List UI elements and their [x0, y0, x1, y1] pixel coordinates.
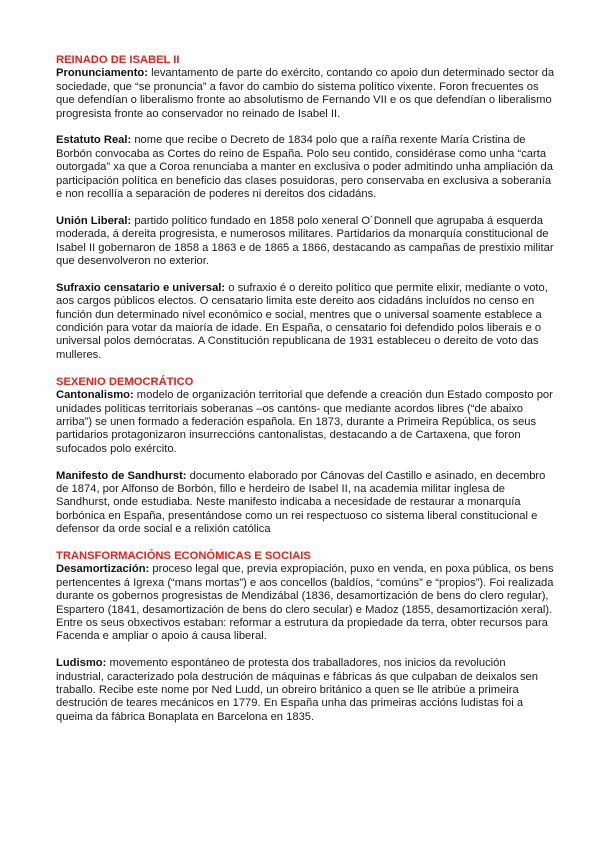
entry-cantonalismo [56, 389, 556, 456]
document-body [56, 54, 556, 724]
entry-term: Cantonalismo: [56, 389, 134, 402]
entry-sufraxio [56, 282, 556, 362]
entry-text: modelo de organización territorial que defende a creación dun Estado composto por unidades políticas territoriais soberanas –os cantóns- que mediante acordos libres (“de abaixo arriba”) se unen formado a federación española. En 1873, durante a Primeira República, os seus partidarios protagonizaron insurreccións cantonalistas, destacando a de Cartaxena, que foron sufocados polo exército. [56, 389, 553, 455]
entry-text: movemento espontáneo de protesta dos traballadores, nos inicios da revolución industrial, caracterizado pola destrución de máquinas e fábricas ás que culpaban de deixalos sen traballo. Recibe este nome por Ned Ludd, un obreiro británico a quen se lle atribúe a primeira destrución de teares mecánicos en 1779. En España unha das primeiras accións ludistas foi a queima da fábrica Bonaplata en Barcelona en 1835. [56, 657, 538, 723]
entry-term: Ludismo: [56, 657, 107, 670]
section-heading: REINADO DE ISABEL II [56, 54, 180, 66]
entry-text: levantamento de parte do exército, contando co apoio dun determinado sector da sociedade, que “se pronuncia” a favor do cambio do sistema político vixente. Foron frecuentes os que defendían o liberalismo fronte ao absolutismo de Fernando VII e os que defendían o liberalismo progresista fronte ao conservador no reinado de Isabel II. [56, 67, 555, 120]
section-heading: TRANSFORMACIÓNS ECONÓMICAS E SOCIAIS [56, 549, 311, 562]
section-sexenio-democratico [56, 376, 556, 537]
entry-union-liberal [56, 215, 556, 269]
entry-term: Pronunciamento: [56, 67, 148, 80]
entry-term: Desamortización: [56, 563, 150, 576]
entry-text: partido político fundado en 1858 polo xeneral O´Donnell que agrupaba á esquerda moderada, á dereita progresista, e numerosos militares. Partidarios da monarquía constitucional de Isabel II gobernaron de 1858 a 1863 e de 1865 a 1866, destacando as campañas de prestixio militar que desenvolveron no exterior. [56, 214, 554, 268]
entry-pronunciamento [56, 67, 556, 121]
entry-term: Unión Liberal: [56, 214, 132, 227]
entry-desamortizacion [56, 563, 556, 643]
section-transformacions [56, 550, 556, 724]
entry-estatuto-real [56, 134, 556, 201]
section-reinado-isabel-ii [56, 54, 556, 362]
entry-text: documento elaborado por Cánovas del Castillo e asinado, en decembro de 1874, por Alfonso de Borbón, fillo e herdeiro de Isabel II, na academia militar inglesa de Sandhurst, onde estudiaba. Neste manifesto indicaba a necesidade de restaurar a monarquía borbónica en España, presentándose como un rei respectuoso co sistema liberal constitucional e defensor da orde social e a relixión católica [56, 469, 546, 536]
entry-ludismo [56, 657, 556, 724]
entry-term: Manifesto de Sandhurst: [56, 469, 187, 482]
entry-text: nome que recibe o Decreto de 1834 polo que a raíña rexente María Cristina de Borbón convocaba as Cortes do reino de España. Polo seu contido, considérase como unha “carta outorgada” xa que a Coroa renunciaba a manter en exclusiva o poder admitindo unha ampliación da participación política en beneficio das clases posuidoras, pero conservaba en exclusiva a soberanía e non recollía a separación de poderes ni dereitos dos cidadáns. [56, 134, 553, 201]
entry-text: o sufraxio é o dereito político que permite elixir, mediante o voto, aos cargos públicos electos. O censatario limita este dereito aos cidadáns incluídos no censo en función dun determinado nivel económico e social, mentres que o universal soamente establece a condición para votar da maioría de idade. En España, o censatario foi defendido polos liberais e o universal polos demócratas. A Constitución republicana de 1931 estableceu o dereito de voto das mulleres. [56, 281, 548, 361]
entry-term: Estatuto Real: [56, 134, 132, 147]
entry-term: Sufraxio censatario e universal: [56, 281, 226, 294]
entry-text: proceso legal que, previa expropiación, puxo en venda, en poxa pública, os bens pertencentes á Igrexa (“mans mortas”) e aos concellos (baldíos, “comúns” e “propios”). Foi realizada durante os gobernos progresistas de Mendizábal (1836, desamortización de bens do clero regular), Espartero (1841, desamortización de bens do clero secular) e Madoz (1855, desamortización xeral). Entre os seus obxectivos estaban: reformar a estrutura da propiedade da terra, obter recursos para Facenda e ampliar o apoio á causa liberal. [56, 563, 554, 643]
section-heading: SEXENIO DEMOCRÁTICO [56, 375, 194, 388]
entry-manifesto-sandhurst [56, 470, 556, 537]
